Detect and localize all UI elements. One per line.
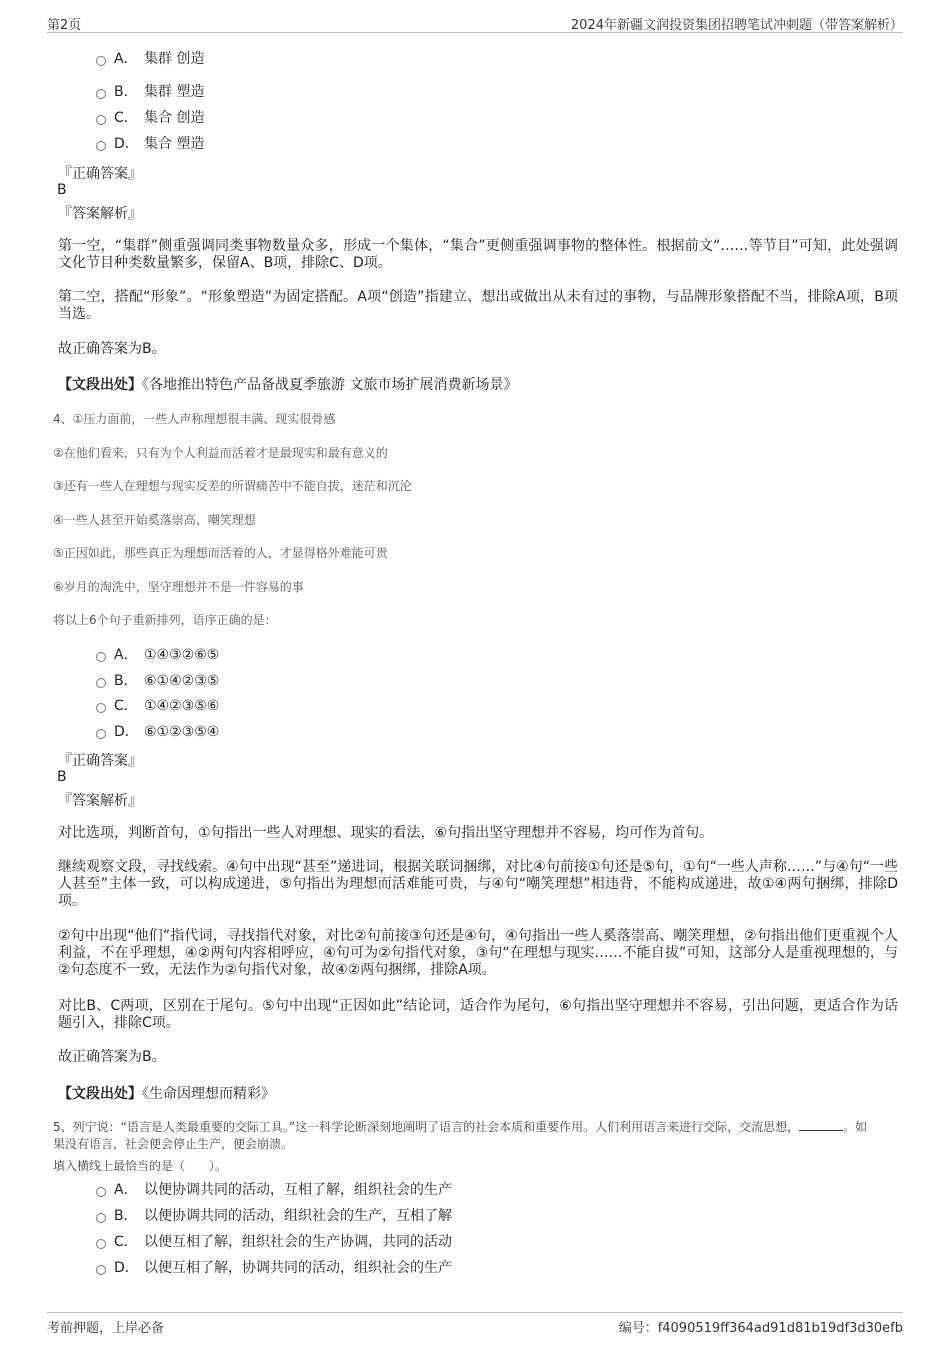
q4-analysis-label: 『答案解析』 bbox=[58, 793, 142, 809]
q5-stem-part1: 5、列宁说：“语言是人类最重要的交际工具。”这一科学论断深刻地阐明了语言的社会本质和重要作用。人们利用语言来进行交际，交流思想， bbox=[53, 1120, 800, 1134]
document-title: 2024年新疆文润投资集团招聘笔试冲刺题（带答案解析） bbox=[570, 18, 903, 33]
source-title: 《生命因理想而精彩》 bbox=[142, 1086, 275, 1102]
q4-sentence-6: ⑥岁月的淘洗中，坚守理想并不是一件容易的事 bbox=[53, 580, 304, 594]
q3-option-d[interactable]: D． 集合 塑造 bbox=[96, 134, 204, 154]
radio-icon[interactable] bbox=[96, 89, 106, 99]
radio-icon[interactable] bbox=[96, 1213, 106, 1223]
option-text: 以便互相了解，协调共同的活动，组织社会的生产 bbox=[144, 1260, 452, 1276]
page-footer bbox=[47, 1312, 903, 1335]
radio-icon[interactable] bbox=[96, 678, 106, 688]
q3-analysis-para-3: 故正确答案为B。 bbox=[58, 341, 166, 357]
page-header bbox=[47, 12, 903, 33]
q5-stem bbox=[53, 1118, 873, 1153]
radio-icon[interactable] bbox=[96, 115, 106, 125]
q4-analysis-para-1: 对比选项，判断首句，①句指出一些人对理想、现实的看法，⑥句指出坚守理想并不容易，均可作为首句。 bbox=[58, 825, 714, 841]
source-title: 《各地推出特色产品备战夏季旅游 文旅市场扩展消费新场景》 bbox=[142, 377, 518, 393]
q3-source bbox=[58, 374, 517, 394]
q4-option-a[interactable]: A． ①④③②⑥⑤ bbox=[96, 645, 219, 665]
option-text: ①④②③⑤⑥ bbox=[144, 698, 220, 714]
q3-answer-label: 『正确答案』 bbox=[58, 166, 142, 182]
radio-icon[interactable] bbox=[96, 1187, 106, 1197]
q5-prompt: 填入横线上最恰当的是（ ）。 bbox=[53, 1159, 228, 1173]
q4-source bbox=[58, 1083, 275, 1103]
q4-analysis-para-3: ②句中出现“他们”指代词，寻找指代对象，对比②句前接③句还是④句，④句指出一些人奚落崇高、嘲笑理想，②句指出他们更重视个人利益，不在乎理想，④②两句内容相呼应，④句可为②句指代对象，③句“在理想与现实……不能自拔”可知，这部分人是重视理想的，与②句态度不一致，无法作为②句指代对象，故④②两句捆绑，排除A项。 bbox=[58, 928, 898, 978]
radio-icon[interactable] bbox=[96, 141, 106, 151]
option-text: 集合 创造 bbox=[144, 110, 205, 126]
radio-icon[interactable] bbox=[96, 1265, 106, 1275]
q4-option-d[interactable]: D． ⑥①②③⑤④ bbox=[96, 722, 219, 742]
q4-option-b[interactable]: B． ⑥①④②③⑤ bbox=[96, 671, 219, 691]
radio-icon[interactable] bbox=[96, 1239, 106, 1249]
option-text: 集合 塑造 bbox=[144, 136, 205, 152]
q4-answer: B bbox=[57, 769, 67, 785]
q5-option-b[interactable]: B． 以便协调共同的活动，组织社会的生产，互相了解 bbox=[96, 1206, 452, 1226]
source-label: 【文段出处】 bbox=[58, 1086, 142, 1102]
q5-option-d[interactable]: D． 以便互相了解，协调共同的活动，组织社会的生产 bbox=[96, 1258, 452, 1278]
footer-slogan: 考前押题，上岸必备 bbox=[47, 1321, 165, 1336]
document-serial: 编号：f4090519ff364ad91d81b19df3d30efb bbox=[618, 1321, 903, 1336]
q3-analysis-para-1: 第一空，“集群”侧重强调同类事物数量众多，形成一个集体，“集合”更侧重强调事物的整体性。根据前文“……等节目”可知，此处强调文化节目种类数量繁多，保留A、B项，排除C、D项。 bbox=[58, 238, 898, 271]
q4-answer-label: 『正确答案』 bbox=[58, 753, 142, 769]
option-text: 以便互相了解，组织社会的生产协调，共同的活动 bbox=[144, 1234, 452, 1250]
q4-sentence-2: ②在他们看来，只有为个人利益而活着才是最现实和最有意义的 bbox=[53, 446, 388, 460]
q4-analysis-para-5: 故正确答案为B。 bbox=[58, 1049, 166, 1065]
q5-stem-part2: 。如果没有语言，社会便会停止生产，便会崩溃。 bbox=[53, 1120, 868, 1151]
radio-icon[interactable] bbox=[96, 56, 106, 66]
q4-prompt: 将以上6个句子重新排列，语序正确的是： bbox=[53, 613, 277, 627]
q5-option-c[interactable]: C． 以便互相了解，组织社会的生产协调，共同的活动 bbox=[96, 1232, 452, 1252]
q4-analysis-para-2: 继续观察文段，寻找线索。④句中出现“甚至”递进词，根据关联词捆绑，对比④句前接①句还是⑤句，①句“一些人声称……”与④句“一些人甚至”主体一致，可以构成递进，⑤句指出为理想而活难能可贵，与④句“嘲笑理想”相违背，不能构成递进，故①④两句捆绑，排除D项。 bbox=[58, 859, 898, 909]
q3-option-c[interactable]: C． 集合 创造 bbox=[96, 108, 204, 128]
radio-icon[interactable] bbox=[96, 703, 106, 713]
q4-analysis-para-4: 对比B、C两项，区别在于尾句。⑤句中出现“正因如此”结论词，适合作为尾句，⑥句指出坚守理想并不容易，引出问题，更适合作为话题引入，排除C项。 bbox=[58, 998, 898, 1031]
q4-sentence-4: ④一些人甚至开始奚落崇高、嘲笑理想 bbox=[53, 513, 256, 527]
q3-option-a[interactable]: A． 集群 创造 bbox=[96, 49, 204, 69]
q4-option-c[interactable]: C． ①④②③⑤⑥ bbox=[96, 696, 219, 716]
q3-option-b[interactable]: B． 集群 塑造 bbox=[96, 82, 204, 102]
option-text: 以便协调共同的活动，组织社会的生产，互相了解 bbox=[144, 1208, 452, 1224]
option-text: 集群 塑造 bbox=[144, 84, 205, 100]
source-label: 【文段出处】 bbox=[58, 377, 142, 393]
radio-icon[interactable] bbox=[96, 652, 106, 662]
option-text: ①④③②⑥⑤ bbox=[144, 647, 220, 663]
option-text: 集群 创造 bbox=[144, 51, 205, 67]
q4-sentence-1: 4、①压力面前，一些人声称理想很丰满、现实很骨感 bbox=[53, 412, 336, 426]
q3-answer: B bbox=[57, 182, 67, 198]
option-text: 以便协调共同的活动，互相了解，组织社会的生产 bbox=[144, 1182, 452, 1198]
q5-option-a[interactable]: A． 以便协调共同的活动，互相了解，组织社会的生产 bbox=[96, 1180, 452, 1200]
q4-sentence-5: ⑤正因如此，那些真正为理想而活着的人，才显得格外难能可贵 bbox=[53, 546, 388, 560]
q4-sentence-3: ③还有一些人在理想与现实反差的所谓痛苦中不能自拔，迷茫和沉沦 bbox=[53, 479, 412, 493]
q3-analysis-label: 『答案解析』 bbox=[58, 206, 142, 222]
option-text: ⑥①②③⑤④ bbox=[144, 724, 220, 740]
radio-icon[interactable] bbox=[96, 729, 106, 739]
q3-analysis-para-2: 第二空，搭配“形象”。“形象塑造”为固定搭配。A项“创造”指建立、想出或做出从未有过的事物，与品牌形象搭配不当，排除A项，B项当选。 bbox=[58, 289, 898, 322]
option-text: ⑥①④②③⑤ bbox=[144, 673, 220, 689]
fill-blank bbox=[799, 1118, 843, 1131]
page-number: 第2页 bbox=[47, 18, 82, 33]
